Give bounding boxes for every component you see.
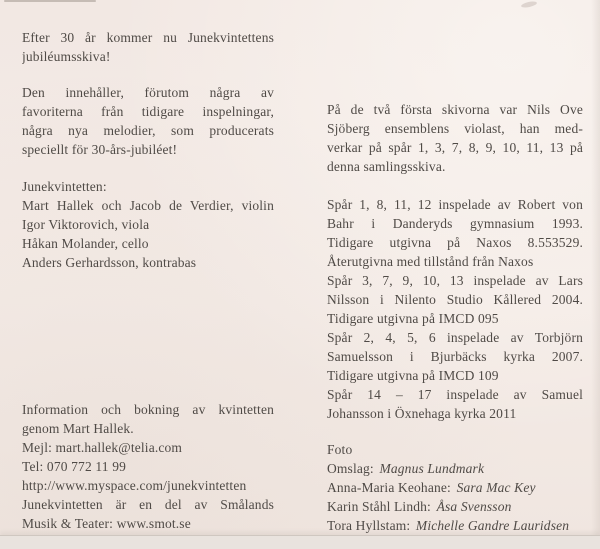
right-column [327,100,583,535]
text-line: Tidigare utgivna på IMCD 109 [327,368,499,383]
photo-credit-label: Karin Ståhl Lindh: [327,499,431,514]
phone-line: Tel: 070 772 11 99 [22,459,126,474]
text-line: Junekvintetten är en del av Smålands [22,497,274,512]
text-line: denna samlingsskiva. [327,159,446,174]
text-line: Information och bokning av kvintetten [22,402,274,417]
text-line: Återutgivna med tillstånd från Naxos [327,254,534,269]
member-line: Håkan Molander, cello [22,236,149,251]
photo-credit-label: Tora Hyllstam: [327,518,411,533]
member-line: Mart Hallek och Jacob de Verdier, violin [22,198,274,213]
scan-bottom-edge [0,535,600,549]
text-line: jubiléumsskiva! [22,49,111,64]
text-line: Tidigare utgivna på Naxos 8.553529. [327,235,583,250]
text-line: Nilsson i Nilento Studio Kållered 2004. [327,292,583,307]
member-line: Anders Gerhardsson, kontrabas [22,255,197,270]
photo-credit-name: Åsa Svensson [436,499,512,514]
scan-speck [521,0,538,8]
photo-credit-line [327,478,583,497]
photo-credit-label: Omslag: [327,461,374,476]
text-line: Sjöberg ensemblens violast, han med- [327,121,583,136]
left-column [22,28,274,533]
text-line: Spår 1, 8, 11, 12 inspelade av Robert von [327,197,583,212]
text-line: genom Mart Hallek. [22,421,134,436]
smot-url-line: Musik & Teater: www.smot.se [22,516,191,531]
member-line: Igor Viktorovich, viola [22,217,150,232]
photo-credit-name: Magnus Lundmark [379,461,485,476]
quintet-members-block [22,177,274,272]
violist-note-block [327,100,583,176]
myspace-url-line: http://www.myspace.com/junekvintetten [22,478,247,493]
photo-credit-label: Anna-Maria Keohane: [327,480,451,495]
text-line: Den innehåller, förutom några av [22,85,274,100]
text-line: favoriterna från tidigare inspelningar, [22,104,274,119]
text-line: Samuelsson i Bjurbäcks kyrka 2007. [327,349,583,364]
scan-edge-smudge [4,0,96,2]
text-line: Johansson i Öxnehaga kyrka 2011 [327,406,517,421]
text-line: Spår 14 – 17 inspelade av Samuel [327,387,583,402]
text-line: några nya melodier, som producerats [22,123,274,138]
photo-credit-name: Sara Mac Key [456,480,536,495]
photo-credit-line [327,459,583,478]
album-description-block [22,83,274,159]
recording-credits-block [327,195,583,423]
photo-credit-line [327,516,583,535]
text-line: Bahr i Danderyds gymnasium 1993. [327,216,583,231]
text-line: Efter 30 år kommer nu Junekvintettens [22,30,274,45]
members-heading: Junekvintetten: [22,179,107,194]
scan-right-edge-shadow [591,0,600,549]
text-line: Spår 3, 7, 9, 10, 13 inspelade av Lars [327,273,583,288]
text-line: På de två första skivorna var Nils Ove [327,102,583,117]
photo-credits-block [327,440,583,535]
photo-credit-line [327,497,583,516]
photo-credit-name: Michelle Gandre Lauridsen [415,518,570,533]
text-line: Tidigare utgivna på IMCD 095 [327,311,499,326]
photo-credits-heading: Foto [327,442,353,457]
contact-info-block [22,400,274,533]
text-line: verkar på spår 1, 3, 7, 8, 9, 10, 11, 13 på [327,140,583,155]
email-line: Mejl: mart.hallek@telia.com [22,440,183,455]
jubilee-intro-block [22,28,274,66]
text-line: speciellt för 30-års-jubiléet! [22,142,178,157]
text-line: Spår 2, 4, 5, 6 inspelade av Torbjörn [327,330,583,345]
